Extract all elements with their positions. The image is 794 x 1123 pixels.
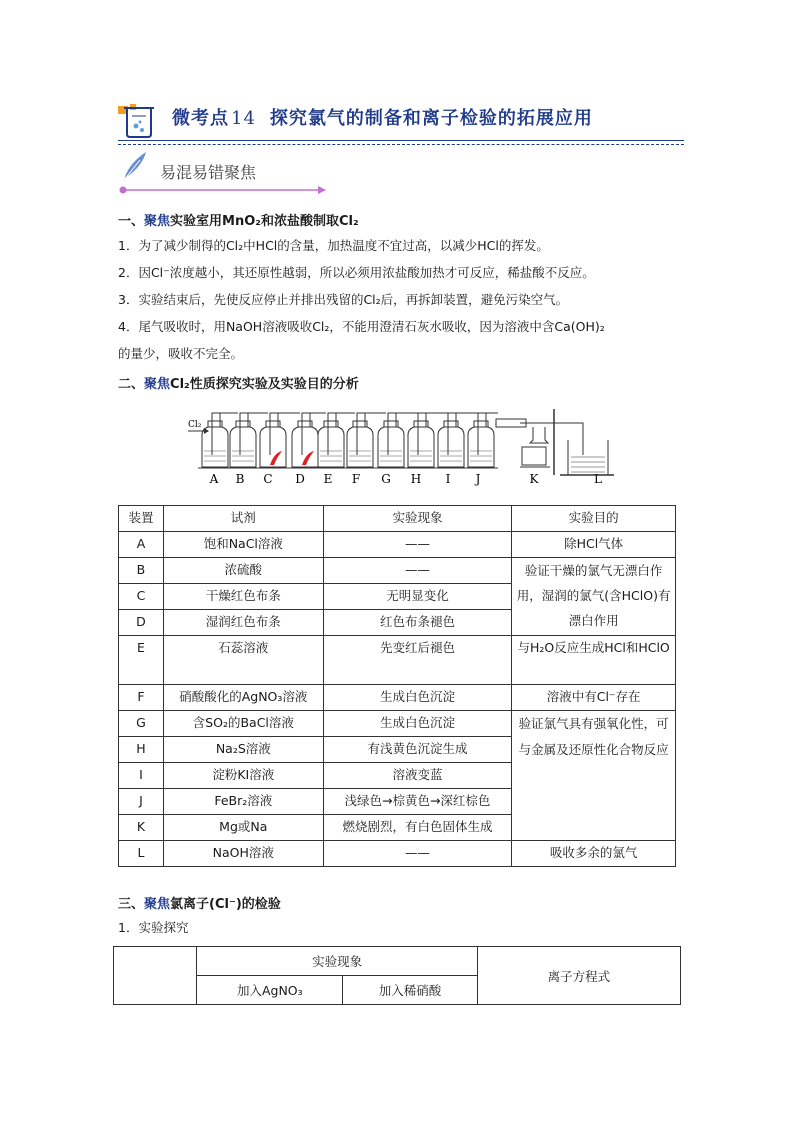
cell-phenomenon: 先变红后褪色: [323, 636, 512, 685]
apparatus-label-C: C: [263, 472, 273, 486]
cell-device: C: [119, 584, 164, 610]
table-row: [119, 685, 676, 711]
cell-device: I: [119, 763, 164, 789]
cell-reagent: 饱和NaCl溶液: [163, 532, 323, 558]
cell-phenomenon: ——: [323, 558, 512, 584]
apparatus-label-H: H: [410, 472, 422, 486]
cell-purpose-merged: 验证干燥的氯气无漂白作用，湿润的氯气(含HClO)有漂白作用: [512, 558, 676, 636]
chloride-test-table: [113, 946, 681, 1005]
lamp: [522, 447, 546, 465]
col-header-purpose: 实验目的: [512, 506, 676, 532]
title-number: 14: [231, 108, 256, 129]
header-rule-dashed: [118, 144, 684, 145]
wash-bottle-C: [260, 413, 300, 467]
cell-device: D: [119, 610, 164, 636]
table-row: [119, 636, 676, 685]
burner-flame: [530, 427, 548, 443]
feather-icon: [118, 150, 152, 182]
col-header-reagent: 试剂: [163, 506, 323, 532]
group-header: 实验现象: [197, 947, 477, 976]
cell-reagent: 石蕊溶液: [163, 636, 323, 685]
cell-phenomenon: ——: [323, 841, 512, 867]
wash-bottle-G: [378, 413, 416, 467]
cell-phenomenon: 红色布条褪色: [323, 610, 512, 636]
cell-phenomenon: 燃烧剧烈，有白色固体生成: [323, 815, 512, 841]
wash-bottle-F: [347, 413, 386, 467]
apparatus-label-G: G: [381, 472, 391, 486]
table-header-row: [114, 947, 681, 976]
cell-purpose: 与H₂O反应生成HCl和HClO: [512, 636, 676, 685]
cell-purpose: 吸收多余的氯气: [512, 841, 676, 867]
apparatus-label-D: D: [295, 472, 305, 486]
apparatus-label-K: K: [529, 472, 539, 486]
apparatus-label-A: A: [209, 472, 219, 486]
col-header-hno3: 加入稀硝酸: [343, 976, 478, 1005]
cell-reagent: 干燥红色布条: [163, 584, 323, 610]
apparatus-label-B: B: [235, 472, 245, 486]
apparatus-label-I: I: [445, 472, 451, 486]
cell-device: E: [119, 636, 164, 685]
inlet-label: Cl₂: [188, 420, 202, 430]
cell-reagent: 硝酸酸化的AgNO₃溶液: [163, 685, 323, 711]
cell-reagent: Na₂S溶液: [163, 737, 323, 763]
part1-item-4-cont: 的量少，吸收不完全。: [118, 346, 244, 361]
apparatus-label-L: L: [594, 472, 602, 486]
header-rule: [118, 140, 684, 141]
empty-corner-cell: [114, 947, 197, 1005]
wash-bottle-B: [230, 413, 268, 467]
part3-heading: 三、聚焦氯离子(Cl⁻)的检验: [118, 897, 281, 912]
wash-bottle-H: [408, 413, 446, 467]
cell-reagent: NaOH溶液: [163, 841, 323, 867]
section-title: 易混易错聚焦: [160, 163, 257, 182]
cell-device: L: [119, 841, 164, 867]
cell-phenomenon: 浅绿色→棕黄色→深红棕色: [323, 789, 512, 815]
red-cloth-strip: [270, 451, 282, 465]
part1-item-3: 3．实验结束后，先使反应停止并排出残留的Cl₂后，再拆卸装置，避免污染空气。: [118, 292, 569, 307]
wash-bottle-J: [468, 413, 496, 467]
title-text: 探究氯气的制备和离子检验的拓展应用: [269, 108, 593, 129]
cell-device: A: [119, 532, 164, 558]
wash-bottle-A: [202, 413, 238, 467]
cell-reagent: Mg或Na: [163, 815, 323, 841]
cell-reagent: FeBr₂溶液: [163, 789, 323, 815]
cell-purpose-merged: 验证氯气具有强氧化性，可与金属及还原性化合物反应: [512, 711, 676, 841]
cell-reagent: 浓硫酸: [163, 558, 323, 584]
red-cloth-strip: [302, 451, 314, 465]
wash-bottle-E: [318, 413, 355, 467]
beaker-L: [568, 440, 608, 475]
cell-device: F: [119, 685, 164, 711]
cell-device: B: [119, 558, 164, 584]
col-header-agno3: 加入AgNO₃: [197, 976, 343, 1005]
arrow-divider-icon: [118, 183, 328, 197]
beaker-icon: [118, 100, 162, 138]
apparatus-label-F: F: [351, 472, 361, 486]
apparatus-label-J: J: [475, 472, 481, 486]
cell-purpose: 除HCl气体: [512, 532, 676, 558]
apparatus-diagram: [188, 405, 618, 495]
cell-phenomenon: 溶液变蓝: [323, 763, 512, 789]
table-header-row: [119, 506, 676, 532]
cell-device: J: [119, 789, 164, 815]
page-title: [172, 104, 593, 130]
part3-sub: 1．实验探究: [118, 920, 189, 935]
part1-heading: 一、聚焦实验室用MnO₂和浓盐酸制取Cl₂: [118, 214, 359, 229]
cell-reagent: 湿润红色布条: [163, 610, 323, 636]
col-header-equation: 离子方程式: [477, 947, 680, 1005]
col-header-phenomenon: 实验现象: [323, 506, 512, 532]
cell-phenomenon: 生成白色沉淀: [323, 685, 512, 711]
part1-item-1: 1．为了减少制得的Cl₂中HCl的含量，加热温度不宜过高，以减少HCl的挥发。: [118, 238, 549, 253]
part1-item-4: 4．尾气吸收时，用NaOH溶液吸收Cl₂，不能用澄清石灰水吸收，因为溶液中含Ca(OH)₂: [118, 319, 605, 334]
title-prefix: 微考点: [172, 108, 229, 129]
cell-device: K: [119, 815, 164, 841]
cell-device: H: [119, 737, 164, 763]
reaction-table: [118, 505, 676, 867]
wash-bottle-I: [438, 413, 476, 467]
cell-reagent: 含SO₂的BaCl溶液: [163, 711, 323, 737]
col-header-device: 装置: [119, 506, 164, 532]
cell-reagent: 淀粉KI溶液: [163, 763, 323, 789]
table-row: [119, 841, 676, 867]
table-row: [119, 532, 676, 558]
apparatus-label-E: E: [323, 472, 333, 486]
wash-bottle-D: [292, 413, 326, 467]
cell-phenomenon: 无明显变化: [323, 584, 512, 610]
cell-phenomenon: 生成白色沉淀: [323, 711, 512, 737]
cell-purpose: 溶液中有Cl⁻存在: [512, 685, 676, 711]
cell-phenomenon: ——: [323, 532, 512, 558]
part1-item-2: 2．因Cl⁻浓度越小，其还原性越弱，所以必须用浓盐酸加热才可反应，稀盐酸不反应。: [118, 265, 595, 280]
table-row: [119, 711, 676, 737]
cell-phenomenon: 有浅黄色沉淀生成: [323, 737, 512, 763]
cell-device: G: [119, 711, 164, 737]
table-row: [119, 558, 676, 584]
part2-heading: 二、聚焦Cl₂性质探究实验及实验目的分析: [118, 377, 359, 392]
